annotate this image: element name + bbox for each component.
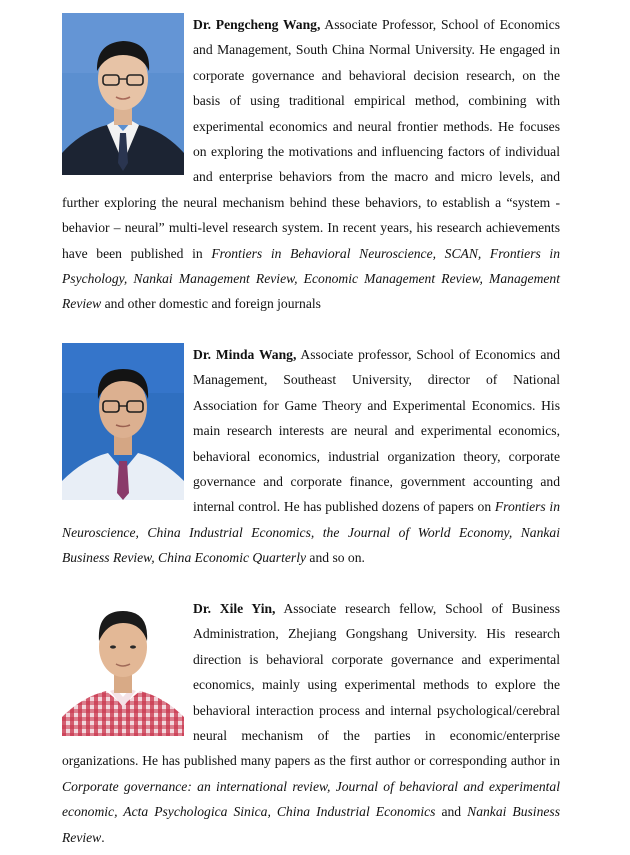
bio-journals-2: Nankai Business Review: [62, 804, 560, 845]
bio-journals: Frontiers in Behavioral Neuroscience, SCAN, Frontiers in Psychology, Nankai Management Review, Economic Management Review, Management Review: [62, 245, 560, 312]
portrait-image: [62, 343, 184, 500]
bio-journals: Frontiers in Neuroscience, China Industrial Economics, the Journal of World Economy, Nankai Business Review, China Economic Quarterly: [62, 499, 561, 566]
bio-xile-yin: [62, 596, 560, 850]
bio-pengcheng-wang: [62, 12, 560, 317]
portrait-photo: [62, 343, 184, 500]
bio-name: Dr. Xile Yin,: [193, 601, 276, 616]
bio-tail: and other domestic and foreign journals: [101, 296, 321, 312]
portrait-image: [62, 597, 184, 736]
bio-tail: and so on.: [306, 550, 365, 566]
bio-name: Dr. Pengcheng Wang,: [193, 17, 321, 32]
bio-minda-wang: [62, 342, 560, 571]
bio-name: Dr. Minda Wang,: [193, 347, 297, 362]
portrait-photo: [62, 597, 184, 736]
portrait-photo: [62, 13, 184, 175]
bio-body: Associate research fellow, School of Business Administration, Zhejiang Gongshang University. His research direction is behavioral corporate governance and experimental economics, mainly using experimental methods to explore the behavioral interaction process and internal psychological/cerebral neural mechanism of the parties in economic/enterprise organizations. He has published many papers as the first author or corresponding author in: [62, 601, 560, 769]
bio-end: .: [101, 829, 105, 845]
bio-tail: and: [435, 804, 468, 820]
bio-body: Associate professor, School of Economics and Management, Southeast University, director of National Association for Game Theory and Experimental Economics. His main research interests are neural and experimental economics, behavioral economics, industrial organization theory, corporate governance and corporate finance, government accounting and internal control. He has published dozens of papers on: [193, 347, 560, 515]
bio-body: Associate Professor, School of Economics and Management, South China Normal University. He engaged in corporate governance and behavioral decision research, on the basis of using traditional empirical method, combining with experimental economics and neural frontier methods. He focuses on exploring the motivations and influencing factors of individual and enterprise behaviors from the macro and micro levels, and further exploring the neural mechanism behind these behaviors, to establish a “system - behavior – neural” multi-level research system. In recent years, his research achievements have been published in: [62, 17, 560, 261]
bio-journals: Corporate governance: an international review, Journal of behavioral and experimental economic, Acta Psychologica Sinica, China Industrial Economics: [62, 778, 560, 820]
portrait-image: [62, 13, 184, 175]
